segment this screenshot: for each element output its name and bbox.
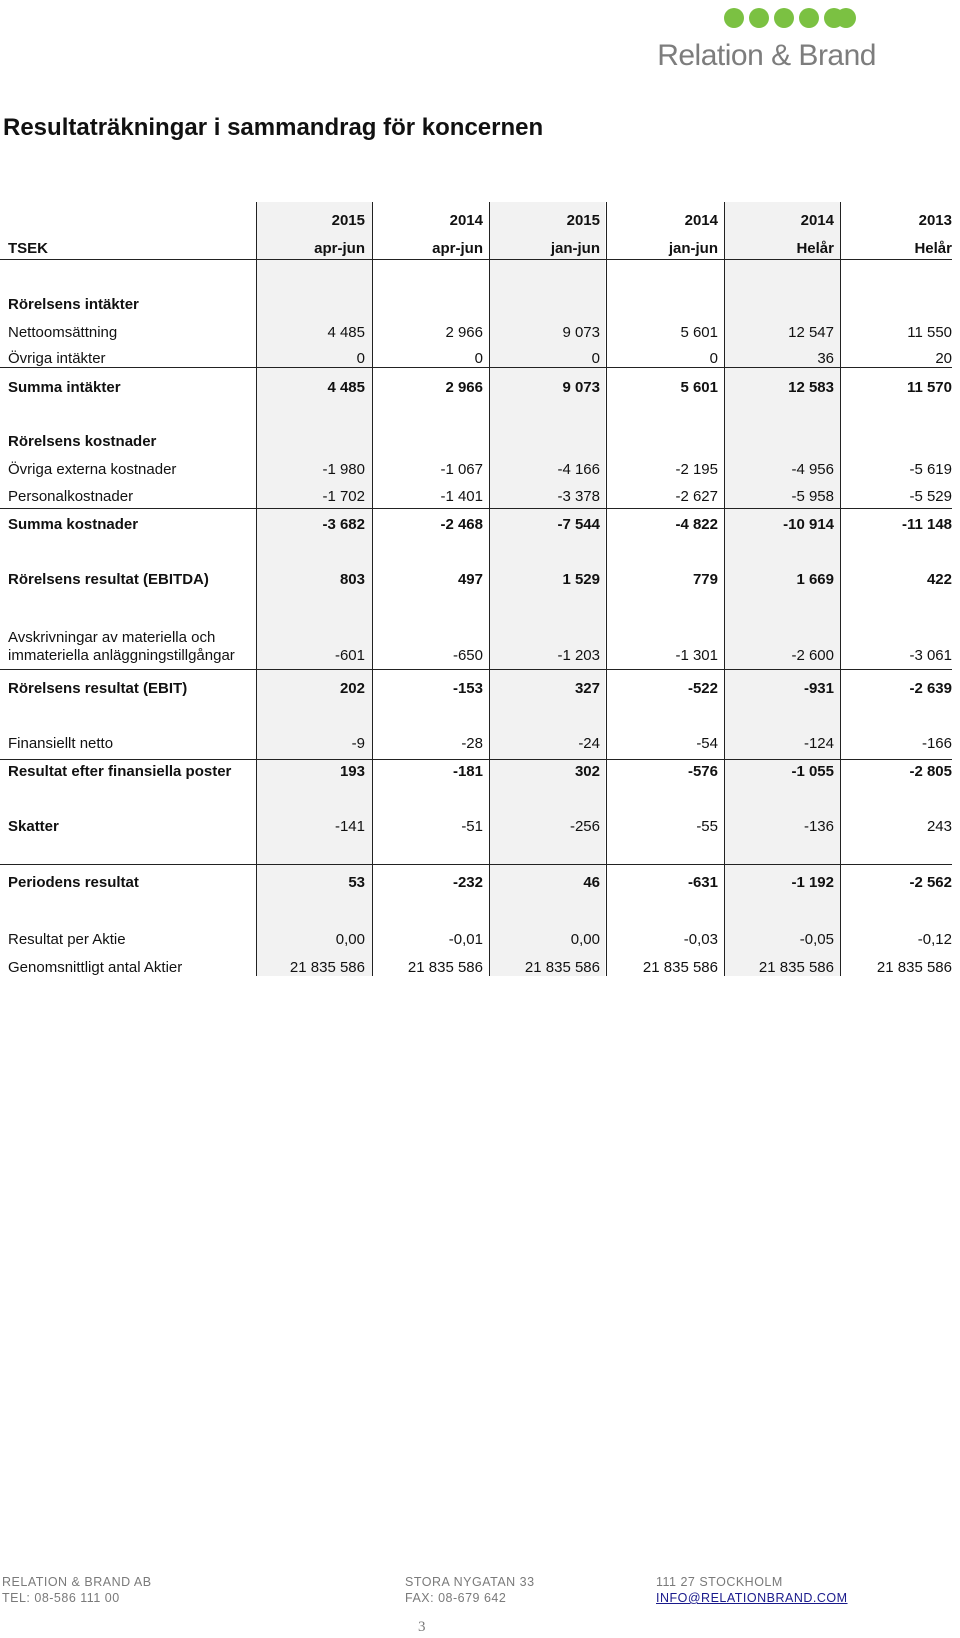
year-header: 2013: [918, 212, 952, 229]
table-cell: -4 166: [557, 461, 600, 478]
logo-dot: [749, 8, 769, 28]
table-cell: 803: [339, 571, 365, 588]
logo-wordmark: Relation & Brand: [657, 39, 876, 72]
year-header: 2014: [684, 212, 718, 229]
table-cell: -136: [803, 818, 834, 835]
footer-fax: FAX: 08-679 642: [405, 1591, 507, 1605]
row-divider: [0, 508, 952, 509]
table-cell: -153: [452, 680, 483, 697]
table-cell: 46: [583, 874, 600, 891]
row-label: Rörelsens intäkter: [8, 296, 139, 313]
page-number: 3: [418, 1619, 426, 1635]
column-divider: [606, 202, 607, 976]
footer-email-link[interactable]: INFO@RELATIONBRAND.COM: [656, 1591, 848, 1605]
logo-dot: [799, 8, 819, 28]
row-label: Övriga intäkter: [8, 350, 106, 367]
row-label: Nettoomsättning: [8, 324, 118, 341]
table-cell: -631: [687, 874, 718, 891]
table-cell: -232: [452, 874, 483, 891]
logo-dot: [724, 8, 744, 28]
table-cell: -601: [334, 647, 365, 664]
table-cell: -1 301: [675, 647, 718, 664]
table-cell: 20: [935, 350, 952, 367]
period-header: jan-jun: [668, 240, 718, 257]
footer-street: STORA NYGATAN 33: [405, 1575, 535, 1589]
row-label: Rörelsens resultat (EBIT): [8, 680, 188, 697]
row-label: Summa kostnader: [8, 516, 139, 533]
page-title: Resultaträkningar i sammandrag för koncernen: [3, 114, 544, 141]
table-cell: 21 835 586: [289, 959, 365, 976]
table-cell: -0,01: [448, 931, 483, 948]
column-shade: [490, 202, 605, 976]
row-label: Resultat efter finansiella poster: [8, 763, 232, 780]
table-cell: -55: [696, 818, 718, 835]
table-cell: 0: [474, 350, 483, 367]
row-label: Rörelsens resultat (EBITDA): [8, 571, 209, 588]
table-cell: 12 583: [788, 379, 834, 396]
period-header: apr-jun: [432, 240, 483, 257]
column-divider: [724, 202, 725, 976]
table-cell: 11 550: [907, 324, 952, 341]
column-divider: [372, 202, 373, 976]
table-cell: -522: [687, 680, 718, 697]
table-cell: 1 529: [562, 571, 600, 588]
table-cell: -256: [569, 818, 600, 835]
table-cell: 21 835 586: [524, 959, 600, 976]
column-shade: [725, 202, 840, 976]
table-cell: 327: [574, 680, 600, 697]
table-cell: -3 682: [322, 516, 365, 533]
table-cell: 12 547: [788, 324, 834, 341]
year-header: 2014: [449, 212, 483, 229]
row-label: Rörelsens kostnader: [8, 433, 157, 450]
table-cell: 21 835 586: [876, 959, 952, 976]
table-cell: -24: [578, 735, 600, 752]
table-cell: 2 966: [445, 324, 483, 341]
year-header: 2015: [331, 212, 365, 229]
table-cell: -3 378: [557, 488, 600, 505]
table-cell: -2 468: [440, 516, 483, 533]
table-cell: -0,12: [917, 931, 952, 948]
table-cell: 5 601: [680, 324, 718, 341]
row-divider: [0, 259, 952, 260]
table-cell: -2 805: [909, 763, 952, 780]
logo-dot: [836, 8, 856, 28]
logo-dots: [724, 8, 874, 30]
table-cell: 0,00: [335, 931, 365, 948]
table-cell: 1 669: [796, 571, 834, 588]
table-cell: -650: [452, 647, 483, 664]
table-cell: 9 073: [562, 324, 600, 341]
table-cell: 243: [926, 818, 952, 835]
table-cell: -11 148: [901, 516, 952, 533]
column-divider: [489, 202, 490, 976]
company-logo: [640, 6, 880, 70]
table-cell: 193: [339, 763, 365, 780]
table-cell: -54: [696, 735, 718, 752]
period-header: Helår: [796, 240, 834, 257]
table-cell: 2 966: [445, 379, 483, 396]
table-cell: -1 067: [440, 461, 483, 478]
table-cell: 36: [817, 350, 834, 367]
footer-city: 111 27 STOCKHOLM: [656, 1575, 783, 1589]
table-cell: -1 980: [322, 461, 365, 478]
table-cell: -166: [921, 735, 952, 752]
income-statement-table: [0, 202, 960, 976]
table-cell: -51: [461, 818, 483, 835]
table-cell: -0,05: [799, 931, 834, 948]
logo-dot: [774, 8, 794, 28]
table-cell: -0,03: [683, 931, 718, 948]
table-cell: 21 835 586: [407, 959, 483, 976]
table-cell: -1 401: [440, 488, 483, 505]
table-cell: 21 835 586: [642, 959, 718, 976]
table-cell: -931: [803, 680, 834, 697]
table-cell: 0: [591, 350, 600, 367]
year-header: 2014: [800, 212, 834, 229]
period-header: Helår: [914, 240, 952, 257]
table-cell: -2 195: [675, 461, 718, 478]
table-cell: -181: [452, 763, 483, 780]
table-cell: 779: [692, 571, 718, 588]
table-cell: -2 627: [675, 488, 718, 505]
table-cell: -7 544: [557, 516, 600, 533]
table-cell: 202: [339, 680, 365, 697]
table-cell: -3 061: [909, 647, 952, 664]
table-cell: 0,00: [570, 931, 600, 948]
table-cell: 11 570: [906, 379, 952, 396]
table-cell: -2 562: [909, 874, 952, 891]
table-cell: 497: [457, 571, 483, 588]
table-cell: -9: [351, 735, 365, 752]
table-cell: -1 055: [791, 763, 834, 780]
table-cell: -2 600: [791, 647, 834, 664]
row-label: Personalkostnader: [8, 488, 134, 505]
table-cell: 0: [356, 350, 365, 367]
table-cell: 9 073: [562, 379, 600, 396]
table-cell: -4 822: [675, 516, 718, 533]
row-label: Övriga externa kostnader: [8, 461, 177, 478]
table-cell: 4 485: [327, 324, 365, 341]
table-cell: -576: [687, 763, 718, 780]
column-divider: [840, 202, 841, 976]
table-cell: 4 485: [327, 379, 365, 396]
table-cell: 21 835 586: [758, 959, 834, 976]
row-label: Periodens resultat: [8, 874, 139, 891]
table-cell: 302: [574, 763, 600, 780]
table-cell: -5 529: [909, 488, 952, 505]
row-label: Skatter: [8, 818, 59, 835]
table-cell: 5 601: [680, 379, 718, 396]
corner-label: TSEK: [8, 240, 49, 257]
row-label: Summa intäkter: [8, 379, 121, 396]
row-label: immateriella anläggningstillgångar: [8, 647, 235, 664]
table-cell: -5 619: [909, 461, 952, 478]
row-label: Avskrivningar av materiella och: [8, 629, 216, 646]
table-cell: -1 203: [557, 647, 600, 664]
column-shade: [257, 202, 372, 976]
table-cell: -1 192: [791, 874, 834, 891]
column-divider: [256, 202, 257, 976]
row-label: Genomsnittligt antal Aktier: [8, 959, 183, 976]
table-cell: -1 702: [322, 488, 365, 505]
table-cell: 0: [709, 350, 718, 367]
table-cell: -141: [334, 818, 365, 835]
table-cell: -28: [461, 735, 483, 752]
row-divider: [0, 864, 952, 865]
table-cell: -10 914: [783, 516, 834, 533]
period-header: jan-jun: [550, 240, 600, 257]
table-cell: -124: [803, 735, 834, 752]
table-cell: -2 639: [909, 680, 952, 697]
table-cell: 53: [348, 874, 365, 891]
footer-tel: TEL: 08-586 111 00: [2, 1591, 120, 1605]
table-cell: -5 958: [791, 488, 834, 505]
table-cell: 422: [926, 571, 952, 588]
row-divider: [0, 669, 952, 670]
row-label: Finansiellt netto: [8, 735, 114, 752]
period-header: apr-jun: [314, 240, 365, 257]
row-label: Resultat per Aktie: [8, 931, 126, 948]
row-divider: [0, 759, 952, 760]
table-cell: -4 956: [791, 461, 834, 478]
year-header: 2015: [566, 212, 600, 229]
footer-company: RELATION & BRAND AB: [2, 1575, 152, 1589]
